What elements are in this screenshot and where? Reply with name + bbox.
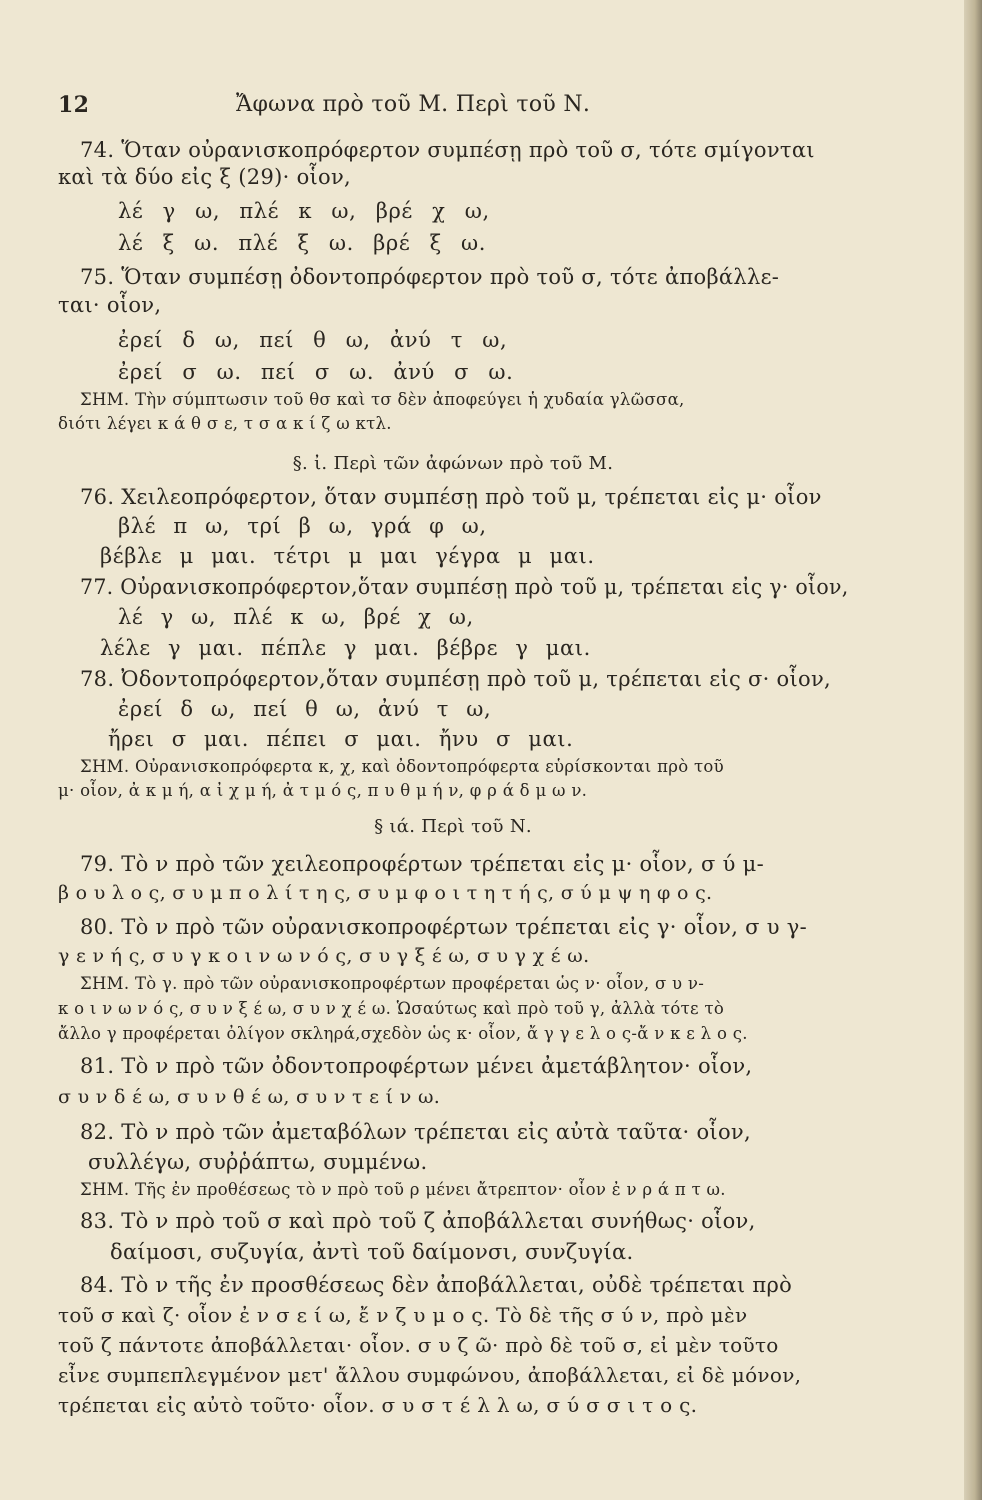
page-binding-edge	[964, 0, 982, 1500]
example-row: λέ γ ω, πλέ κ ω, βρέ χ ω,	[118, 199, 490, 223]
paragraph-84: τοῦ ζ πάντοτε ἀποβάλλεται· οἷον. σ υ ζ ῶ· πρὸ δὲ τοῦ σ, εἰ μὲν τοῦτο	[58, 1333, 779, 1357]
paragraph-84: 84. Τὸ ν τῆς ἐν προσθέσεως δὲν ἀποβάλλεται, οὐδὲ τρέπεται πρὸ	[80, 1273, 793, 1297]
section-heading: § ιά. Περὶ τοῦ Ν.	[374, 816, 532, 837]
paragraph-81: 81. Τὸ ν πρὸ τῶν ὀδοντοπροφέρτων μένει ἀμετάβλητον· οἷον,	[80, 1054, 753, 1078]
paragraph-79: β ο υ λ ο ς, σ υ μ π ο λ ί τ η ς, σ υ μ φ ο ι τ η τ ή ς, σ ύ μ ψ η φ ο ς.	[58, 882, 713, 904]
running-title: Ἄφωνα πρὸ τοῦ Μ. Περὶ τοῦ Ν.	[236, 92, 591, 117]
example-row: βέβλε μ μαι. τέτρι μ μαι γέγρα μ μαι.	[100, 544, 595, 568]
paragraph-79: 79. Τὸ ν πρὸ τῶν χειλεοπροφέρτων τρέπεται εἰς μ· οἷον, σ ύ μ-	[80, 852, 764, 876]
paragraph-84: τρέπεται εἰς αὐτὸ τοῦτο· οἷον. σ υ σ τ έ λ λ ω, σ ύ σ σ ι τ ο ς.	[58, 1393, 698, 1417]
example-row: ἐρεί σ ω. πεί σ ω. ἀνύ σ ω.	[118, 360, 514, 384]
paragraph-74-line-2: καὶ τὰ δύο εἰς ξ (29)· οἷον,	[58, 165, 352, 189]
example-row: ἐρεί δ ω, πεί θ ω, ἀνύ τ ω,	[118, 697, 492, 721]
example-row: λέλε γ μαι. πέπλε γ μαι. βέβρε γ μαι.	[100, 636, 591, 660]
paragraph-81: σ υ ν δ έ ω, σ υ ν θ έ ω, σ υ ν τ ε ί ν ω.	[58, 1086, 441, 1108]
paragraph-84: εἶνε συμπεπλεγμένον μετ' ἄλλου συμφώνου, ἀποβάλλεται, εἰ δὲ μόνον,	[58, 1363, 802, 1387]
note: ΣΗΜ. Τῆς ἐν προθέσεως τὸ ν πρὸ τοῦ ρ μένει ἄτρεπτον· οἷον ἐ ν ρ ά π τ ω.	[80, 1180, 726, 1199]
note: ἄλλο γ προφέρεται ὀλίγον σκληρά,σχεδὸν ὡς κ· οἷον, ἄ γ γ ε λ ο ς-ἄ ν κ ε λ ο ς.	[58, 1024, 748, 1043]
paragraph-75-line-1: 75. Ὅταν συμπέσῃ ὀδοντοπρόφερτον πρὸ τοῦ σ, τότε ἀποβάλλε-	[80, 265, 780, 289]
section-heading: §. ἰ. Περὶ τῶν ἀφώνων πρὸ τοῦ Μ.	[292, 453, 614, 474]
paragraph-83: 83. Τὸ ν πρὸ τοῦ σ καὶ πρὸ τοῦ ζ ἀποβάλλεται συνήθως· οἷον,	[80, 1209, 756, 1233]
paragraph-78: 78. Ὀδοντοπρόφερτον,ὅταν συμπέσῃ πρὸ τοῦ μ, τρέπεται εἰς σ· οἷον,	[80, 667, 832, 691]
example-row: λέ γ ω, πλέ κ ω, βρέ χ ω,	[118, 605, 474, 629]
example-row: βλέ π ω, τρί β ω, γρά φ ω,	[118, 514, 487, 538]
paragraph-82: 82. Τὸ ν πρὸ τῶν ἀμεταβόλων τρέπεται εἰς αὐτὰ ταῦτα· οἷον,	[80, 1120, 751, 1144]
paragraph-76: 76. Χειλεοπρόφερτον, ὅταν συμπέσῃ πρὸ τοῦ μ, τρέπεται εἰς μ· οἷον	[80, 485, 822, 509]
note: μ· οἷον, ἀ κ μ ή, α ἰ χ μ ή, ἀ τ μ ό ς, π υ θ μ ή ν, φ ρ ά δ μ ω ν.	[58, 781, 588, 800]
paragraph-77: 77. Οὐρανισκοπρόφερτον,ὅταν συμπέσῃ πρὸ τοῦ μ, τρέπεται εἰς γ· οἷον,	[80, 575, 849, 599]
page-number: 12	[58, 92, 90, 118]
paragraph-74-line-1: 74. Ὅταν οὐρανισκοπρόφερτον συμπέσῃ πρὸ τοῦ σ, τότε σμίγονται	[80, 138, 815, 162]
paragraph-80: γ ε ν ή ς, σ υ γ κ ο ι ν ω ν ό ς, σ υ γ ξ έ ω, σ υ γ χ έ ω.	[58, 945, 590, 967]
note: ΣΗΜ. Τὴν σύμπτωσιν τοῦ θσ καὶ τσ δὲν ἀποφεύγει ἡ χυδαία γλῶσσα,	[80, 390, 685, 409]
note: ΣΗΜ. Τὸ γ. πρὸ τῶν οὐρανισκοπροφέρτων προφέρεται ὡς ν· οἷον, σ υ ν-	[80, 974, 705, 993]
note: διότι λέγει κ ά θ σ ε, τ σ α κ ί ζ ω κτλ.	[58, 414, 392, 433]
paragraph-84: τοῦ σ καὶ ζ· οἷον ἐ ν σ ε ί ω, ἔ ν ζ υ μ ο ς. Τὸ δὲ τῆς σ ύ ν, πρὸ μὲν	[58, 1303, 748, 1327]
paragraph-80: 80. Τὸ ν πρὸ τῶν οὐρανισκοπροφέρτων τρέπεται εἰς γ· οἷον, σ υ γ-	[80, 915, 808, 939]
paragraph-83: δαίμοσι, συζυγία, ἀντὶ τοῦ δαίμονσι, συνζυγία.	[110, 1240, 634, 1264]
paragraph-82: συλλέγω, συῤῥάπτω, συμμένω.	[88, 1150, 428, 1174]
example-row: ἐρεί δ ω, πεί θ ω, ἀνύ τ ω,	[118, 328, 508, 352]
example-row: ἤρει σ μαι. πέπει σ μαι. ἤνυ σ μαι.	[108, 727, 574, 751]
example-row: λέ ξ ω. πλέ ξ ω. βρέ ξ ω.	[118, 231, 487, 255]
paragraph-75-line-2: ται· οἷον,	[58, 293, 162, 317]
note: κ ο ι ν ω ν ό ς, σ υ ν ξ έ ω, σ υ ν χ έ ω. Ὡσαύτως καὶ πρὸ τοῦ γ, ἀλλὰ τότε τὸ	[58, 999, 725, 1018]
note: ΣΗΜ. Οὐρανισκοπρόφερτα κ, χ, καὶ ὀδοντοπρόφερτα εὑρίσκονται πρὸ τοῦ	[80, 757, 724, 776]
